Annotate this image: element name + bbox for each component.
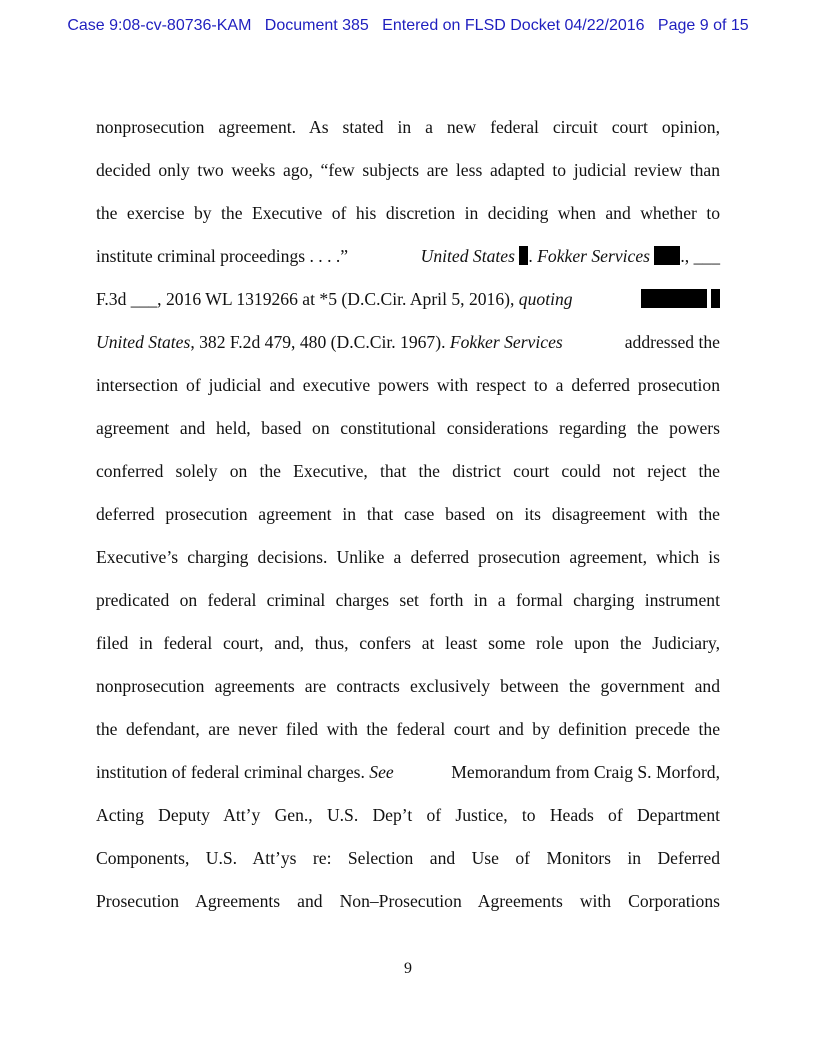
text-run (96, 285, 573, 328)
header-page: Page 9 of 15 (657, 17, 749, 34)
text-line: Executive’s charging decisions. Unlike a deferred prosecution agreement, which is (96, 547, 720, 567)
redaction-box (519, 246, 528, 265)
case-name: Fokker Services (449, 332, 563, 352)
case-name: United States (420, 246, 515, 266)
text-line: Acting Deputy Att’y Gen., U.S. Dep’t of Justice, to Heads of Department (96, 805, 720, 825)
text-line: agreement and held, based on constitutional considerations regarding the powers (96, 418, 720, 438)
header-case: Case 9:08-cv-80736-KAM (67, 17, 252, 34)
docket-header (0, 17, 816, 35)
case-name: Fokker Services (537, 246, 650, 266)
text-run: institution of federal criminal charges. (96, 762, 370, 782)
text-run: institute criminal proceedings . . . .” (96, 246, 353, 266)
text-line (96, 758, 720, 801)
header-entered: Entered on FLSD Docket 04/22/2016 (382, 17, 645, 34)
text-run: F.3d ___, 2016 WL 1319266 at *5 (D.C.Cir. April 5, 2016), (96, 289, 519, 309)
text-line: intersection of judicial and executive powers with respect to a deferred prosecution (96, 375, 720, 395)
text-line: nonprosecution agreements are contracts exclusively between the government and (96, 676, 720, 696)
text-line: Prosecution Agreements and Non–Prosecution Agreements with Corporations (96, 891, 720, 911)
redaction-box (711, 289, 720, 308)
page-number: 9 (404, 960, 412, 977)
header-document: Document 385 (264, 17, 369, 34)
text-run: ., ___ (680, 246, 720, 266)
redaction-box (654, 246, 680, 265)
text-line: deferred prosecution agreement in that case based on its disagreement with the (96, 504, 720, 524)
text-line: decided only two weeks ago, “few subjects are less adapted to judicial review than (96, 160, 720, 180)
text-line: predicated on federal criminal charges set forth in a formal charging instrument (96, 590, 720, 610)
body-text (96, 113, 720, 930)
text-run (96, 328, 563, 371)
case-name: United States (96, 332, 191, 352)
text-run: Memorandum from Craig S. Morford, (446, 762, 720, 782)
text-line (96, 242, 720, 285)
redaction-box (641, 289, 707, 308)
case-citation (421, 242, 720, 285)
signal-see: See (369, 762, 394, 782)
text-line: nonprosecution agreement. As stated in a new federal circuit court opinion, (96, 117, 720, 137)
text-run: , 382 F.2d 479, 480 (D.C.Cir. 1967). (190, 332, 450, 352)
signal-quoting: quoting (518, 289, 573, 309)
redaction-group (641, 285, 720, 328)
text-line: the exercise by the Executive of his discretion in deciding when and whether to (96, 203, 720, 223)
text-run: addressed the (620, 332, 720, 352)
text-run: . (528, 246, 538, 266)
text-run (96, 758, 394, 801)
text-line (96, 285, 720, 328)
text-line (96, 328, 720, 371)
text-line: the defendant, are never filed with the federal court and by definition precede the (96, 719, 720, 739)
text-line: Components, U.S. Att’ys re: Selection and Use of Monitors in Deferred (96, 848, 720, 868)
text-line: filed in federal court, and, thus, confers at least some role upon the Judiciary, (96, 633, 720, 653)
text-line: conferred solely on the Executive, that the district court could not reject the (96, 461, 720, 481)
